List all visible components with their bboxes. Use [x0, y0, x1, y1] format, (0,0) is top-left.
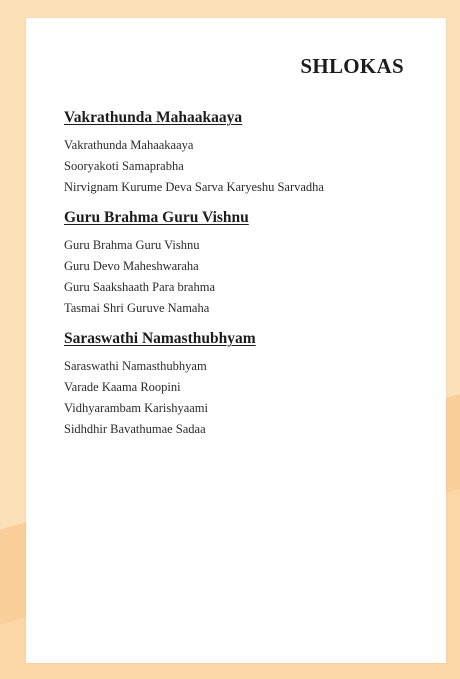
shloka-line: Vakrathunda Mahaakaaya: [64, 138, 194, 152]
shloka-line: Sooryakoti Samaprabha: [64, 159, 184, 173]
section-heading: Guru Brahma Guru Vishnu: [64, 209, 249, 226]
shloka-list: [64, 108, 434, 450]
shloka-line: Vidhyarambam Karishyaami: [64, 401, 208, 415]
shloka-line: Nirvignam Kurume Deva Sarva Karyeshu Sarvadha: [64, 180, 324, 194]
document-page: [26, 18, 446, 663]
shloka-line: Guru Saakshaath Para brahma: [64, 280, 215, 294]
shloka-line: Saraswathi Namasthubhyam: [64, 359, 207, 373]
shloka-line: Sidhdhir Bavathumae Sadaa: [64, 422, 206, 436]
shloka-section-guru-brahma: [64, 208, 434, 319]
shloka-line: Varade Kaama Roopini: [64, 380, 181, 394]
shloka-line: Guru Devo Maheshwaraha: [64, 259, 199, 273]
shloka-line: Tasmai Shri Guruve Namaha: [64, 301, 210, 315]
section-heading: Vakrathunda Mahaakaaya: [64, 109, 243, 126]
shloka-line: Guru Brahma Guru Vishnu: [64, 238, 200, 252]
section-heading: Saraswathi Namasthubhyam: [64, 330, 256, 347]
page-title: SHLOKAS: [300, 54, 404, 78]
shloka-section-saraswathi: [64, 329, 434, 440]
shloka-section-vakrathunda: [64, 108, 434, 198]
